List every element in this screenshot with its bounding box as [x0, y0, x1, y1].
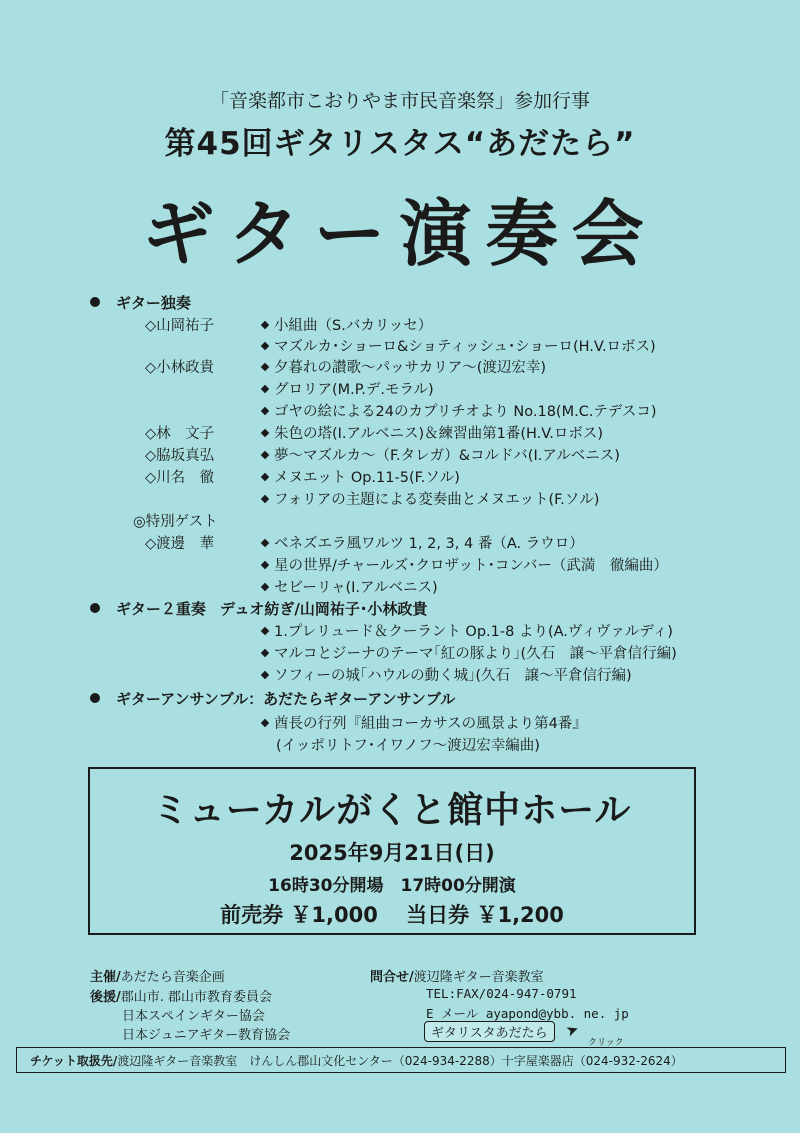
diamond-icon: [261, 671, 269, 679]
performer-name: ◇山岡祐子: [145, 318, 215, 334]
performer-name: ◇川名 徹: [145, 470, 215, 486]
diamond-icon: [261, 561, 269, 569]
piece-item: ベネズエラ風ワルツ 1, 2, 3, 4 番（A. ラウロ）: [262, 532, 584, 553]
support-line: 後援/郡山市. 郡山市教育委員会: [90, 990, 273, 1005]
diamond-icon: [261, 719, 269, 727]
bullet-icon: [90, 693, 100, 703]
diamond-icon: [261, 473, 269, 481]
diamond-icon: [261, 407, 269, 415]
supporter-item: 日本スペインギター協会: [122, 1009, 265, 1024]
performer-name: ◇渡邊 華: [145, 536, 215, 552]
click-label: クリック: [588, 1038, 624, 1048]
diamond-icon: [261, 451, 269, 459]
piece-item: マルコとジーナのテーマ｢紅の豚より｣(久石 譲～平倉信行編): [262, 642, 677, 663]
piece-item: フォリアの主題による変奏曲とメヌエット(F.ソル): [262, 488, 599, 509]
section-heading-duo: ギター２重奏 デュオ紡ぎ/山岡祐子･小林政貴: [90, 598, 427, 619]
piece-item: 小組曲（S.バカリッセ）: [262, 314, 432, 335]
section-heading-ensemble: ギターアンサンブル：あだたらギターアンサンブル: [90, 688, 455, 709]
diamond-icon: [261, 363, 269, 371]
piece-item: ソフィーの城｢ハウルの動く城｣(久石 譲～平倉信行編): [262, 664, 632, 685]
performer-name: ◇小林政貴: [145, 360, 215, 376]
diamond-icon: [261, 342, 269, 350]
event-time: 16時30分開場 17時00分開演: [268, 876, 516, 896]
cursor-icon: ➤: [563, 1019, 582, 1041]
piece-item: グロリア(M.P.デ.モラル): [262, 378, 434, 399]
piece-item: セビーリャ(I.アルベニス): [262, 576, 438, 597]
diamond-icon: [261, 429, 269, 437]
bullet-icon: [90, 603, 100, 613]
piece-item: マズルカ･ショーロ&ショティッシュ･ショーロ(H.V.ロボス): [262, 335, 656, 356]
piece-item: ゴヤの絵による24のカプリチオより No.18(M.C.テデスコ): [262, 400, 657, 421]
diamond-icon: [261, 385, 269, 393]
diamond-icon: [261, 321, 269, 329]
contact-email: E メール ayapond@ybb. ne. jp: [426, 1006, 629, 1021]
diamond-icon: [261, 649, 269, 657]
performer-name: ◇脇坂真弘: [145, 448, 215, 464]
ticket-price: 前売券 ￥1,000 当日券 ￥1,200: [220, 903, 564, 927]
main-title: ギター演奏会: [142, 192, 658, 276]
arranger-note: (イッポリトフ･イワノフ～渡辺宏幸編曲): [276, 738, 540, 754]
diamond-icon: [261, 583, 269, 591]
special-guest-heading: ◎特別ゲスト: [133, 514, 218, 530]
piece-item: 夕暮れの讃歌～パッサカリア～(渡辺宏幸): [262, 356, 546, 377]
piece-item: 1.プレリュード＆クーラント Op.1-8 より(A.ヴィヴァルディ): [262, 620, 673, 641]
venue-name: ミューカルがくと館中ホール: [152, 790, 632, 831]
piece-item: 朱色の塔(I.アルベニス)＆練習曲第1番(H.V.ロボス): [262, 422, 603, 443]
diamond-icon: [261, 539, 269, 547]
event-subtitle: 「音楽都市こおりやま市民音楽祭」参加行事: [209, 90, 590, 112]
host-line: 主催/あだたら音楽企画: [90, 970, 225, 985]
website-link[interactable]: ギタリスタあだたら: [424, 1021, 555, 1042]
ticket-outlets: チケット取扱先/渡辺隆ギター音楽教室 けんしん郡山文化センター（024-934-2288）十字屋楽器店（024-932-2624）: [30, 1054, 683, 1068]
piece-item: 酋長の行列『組曲コーカサスの風景より第4番』: [262, 712, 587, 733]
contact-phone: TEL:FAX/024-947-0791: [426, 986, 577, 1001]
section-heading-solo: ギター独奏: [90, 292, 191, 313]
event-date: 2025年9月21日(日): [289, 841, 495, 865]
event-title: 第45回ギタリスタス“あだたら”: [164, 126, 636, 162]
diamond-icon: [261, 627, 269, 635]
bullet-icon: [90, 297, 100, 307]
supporter-item: 日本ジュニアギター教育協会: [122, 1028, 291, 1043]
piece-item: メヌエット Op.11-5(F.ソル): [262, 466, 460, 487]
piece-item: 星の世界/チャールズ･クロザット･コンバー（武満 徹編曲）: [262, 554, 668, 575]
duo-performers: デュオ紡ぎ/山岡祐子･小林政貴: [219, 600, 428, 618]
piece-item: 夢～マズルカ～（F.タレガ）&コルドバ(I.アルベニス): [262, 444, 620, 465]
diamond-icon: [261, 495, 269, 503]
performer-name: ◇林 文子: [145, 426, 215, 442]
contact-line: 問合せ/渡辺隆ギター音楽教室: [370, 970, 544, 985]
